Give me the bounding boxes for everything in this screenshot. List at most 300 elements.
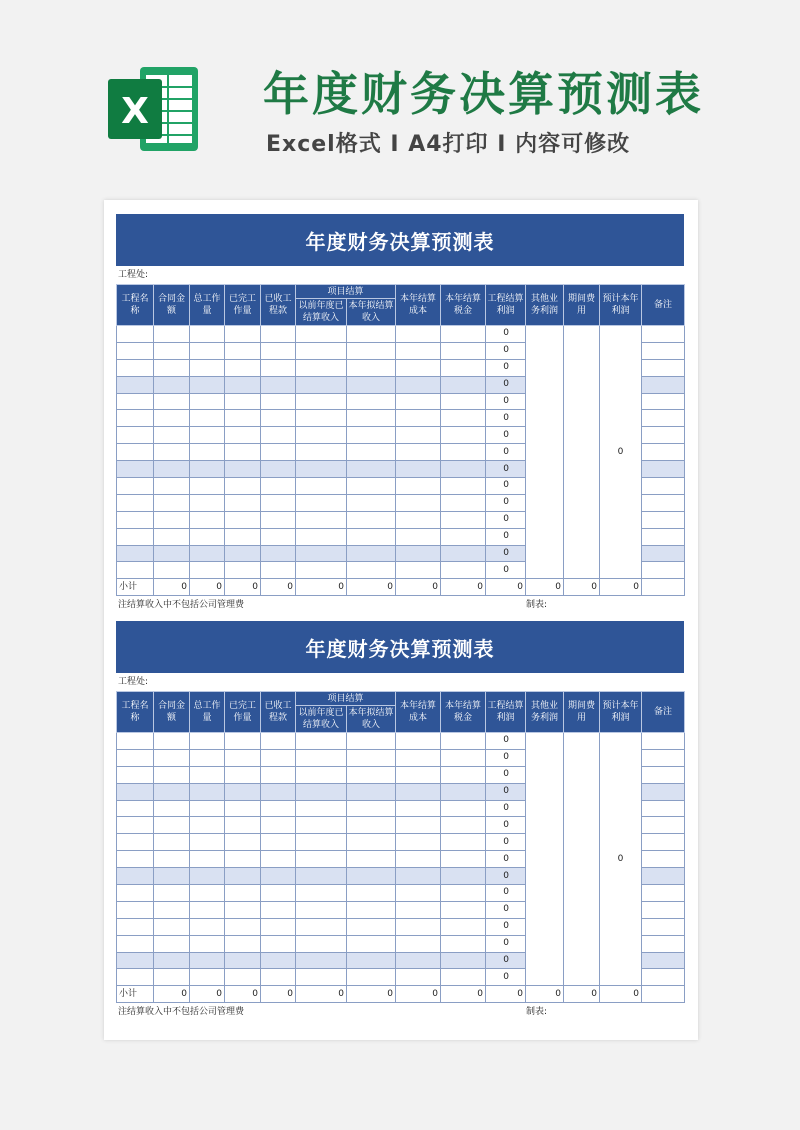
table-cell[interactable]	[396, 478, 441, 495]
table-cell[interactable]	[225, 733, 261, 750]
table-cell[interactable]	[190, 817, 225, 834]
table-cell[interactable]	[154, 733, 190, 750]
table-cell[interactable]	[296, 817, 347, 834]
table-cell[interactable]	[225, 359, 261, 376]
estimated-profit-cell[interactable]: 0	[600, 326, 642, 579]
profit-cell[interactable]: 0	[486, 511, 526, 528]
table-cell[interactable]	[117, 901, 154, 918]
table-cell[interactable]	[154, 851, 190, 868]
table-cell[interactable]	[225, 834, 261, 851]
table-cell[interactable]	[441, 359, 486, 376]
table-cell[interactable]	[225, 766, 261, 783]
remark-cell[interactable]	[642, 935, 685, 952]
table-cell[interactable]	[154, 800, 190, 817]
table-cell[interactable]	[396, 359, 441, 376]
profit-cell[interactable]: 0	[486, 528, 526, 545]
table-cell[interactable]	[225, 885, 261, 902]
table-cell[interactable]	[154, 952, 190, 969]
table-cell[interactable]	[261, 834, 296, 851]
remark-cell[interactable]	[642, 528, 685, 545]
table-cell[interactable]	[154, 342, 190, 359]
period-cost-cell[interactable]	[564, 733, 600, 986]
table-cell[interactable]	[441, 800, 486, 817]
table-cell[interactable]	[396, 868, 441, 885]
profit-cell[interactable]: 0	[486, 545, 526, 562]
remark-cell[interactable]	[642, 952, 685, 969]
table-cell[interactable]	[154, 359, 190, 376]
profit-cell[interactable]: 0	[486, 410, 526, 427]
table-cell[interactable]	[190, 562, 225, 579]
table-cell[interactable]	[154, 410, 190, 427]
table-cell[interactable]	[396, 562, 441, 579]
table-cell[interactable]	[190, 783, 225, 800]
other-profit-cell[interactable]	[526, 733, 564, 986]
table-cell[interactable]	[190, 410, 225, 427]
table-cell[interactable]	[441, 427, 486, 444]
table-cell[interactable]	[190, 494, 225, 511]
profit-cell[interactable]: 0	[486, 427, 526, 444]
remark-cell[interactable]	[642, 766, 685, 783]
table-cell[interactable]	[154, 427, 190, 444]
remark-cell[interactable]	[642, 885, 685, 902]
table-cell[interactable]	[441, 918, 486, 935]
table-cell[interactable]	[296, 766, 347, 783]
table-cell[interactable]	[441, 935, 486, 952]
table-cell[interactable]	[347, 545, 396, 562]
table-cell[interactable]	[225, 528, 261, 545]
table-cell[interactable]	[190, 359, 225, 376]
table-cell[interactable]	[117, 783, 154, 800]
table-cell[interactable]	[441, 461, 486, 478]
table-cell[interactable]	[261, 733, 296, 750]
table-cell[interactable]	[396, 410, 441, 427]
table-cell[interactable]	[396, 969, 441, 986]
table-cell[interactable]	[441, 511, 486, 528]
table-cell[interactable]	[441, 851, 486, 868]
table-cell[interactable]	[396, 885, 441, 902]
table-cell[interactable]	[190, 918, 225, 935]
table-cell[interactable]	[347, 562, 396, 579]
table-cell[interactable]	[441, 562, 486, 579]
remark-cell[interactable]	[642, 901, 685, 918]
table-cell[interactable]	[190, 393, 225, 410]
table-cell[interactable]	[117, 952, 154, 969]
table-cell[interactable]	[396, 427, 441, 444]
table-cell[interactable]	[117, 545, 154, 562]
table-cell[interactable]	[117, 444, 154, 461]
table-cell[interactable]	[117, 359, 154, 376]
table-cell[interactable]	[396, 766, 441, 783]
period-cost-cell[interactable]	[564, 326, 600, 579]
profit-cell[interactable]: 0	[486, 901, 526, 918]
table-cell[interactable]	[261, 969, 296, 986]
profit-cell[interactable]: 0	[486, 478, 526, 495]
table-cell[interactable]	[347, 478, 396, 495]
profit-cell[interactable]: 0	[486, 494, 526, 511]
table-cell[interactable]	[225, 901, 261, 918]
table-cell[interactable]	[261, 393, 296, 410]
table-cell[interactable]	[154, 817, 190, 834]
table-cell[interactable]	[441, 749, 486, 766]
table-cell[interactable]	[190, 427, 225, 444]
table-cell[interactable]	[347, 528, 396, 545]
table-cell[interactable]	[225, 868, 261, 885]
table-cell[interactable]	[154, 528, 190, 545]
remark-cell[interactable]	[642, 733, 685, 750]
table-cell[interactable]	[347, 733, 396, 750]
table-cell[interactable]	[117, 918, 154, 935]
remark-cell[interactable]	[642, 545, 685, 562]
table-cell[interactable]	[296, 969, 347, 986]
table-cell[interactable]	[441, 494, 486, 511]
table-cell[interactable]	[261, 749, 296, 766]
remark-cell[interactable]	[642, 749, 685, 766]
table-cell[interactable]	[154, 461, 190, 478]
table-cell[interactable]	[347, 766, 396, 783]
table-cell[interactable]	[117, 766, 154, 783]
table-cell[interactable]	[261, 885, 296, 902]
remark-cell[interactable]	[642, 444, 685, 461]
other-profit-cell[interactable]	[526, 326, 564, 579]
table-cell[interactable]	[347, 901, 396, 918]
table-cell[interactable]	[347, 817, 396, 834]
table-cell[interactable]	[261, 376, 296, 393]
table-cell[interactable]	[296, 935, 347, 952]
table-cell[interactable]	[261, 901, 296, 918]
profit-cell[interactable]: 0	[486, 562, 526, 579]
remark-cell[interactable]	[642, 783, 685, 800]
table-cell[interactable]	[117, 935, 154, 952]
table-cell[interactable]	[296, 461, 347, 478]
remark-cell[interactable]	[642, 851, 685, 868]
table-cell[interactable]	[347, 410, 396, 427]
table-cell[interactable]	[154, 749, 190, 766]
table-cell[interactable]	[154, 935, 190, 952]
table-cell[interactable]	[396, 901, 441, 918]
table-cell[interactable]	[441, 393, 486, 410]
table-cell[interactable]	[225, 444, 261, 461]
table-cell[interactable]	[117, 376, 154, 393]
table-cell[interactable]	[117, 885, 154, 902]
table-cell[interactable]	[441, 885, 486, 902]
table-cell[interactable]	[190, 800, 225, 817]
table-cell[interactable]	[296, 952, 347, 969]
table-cell[interactable]	[296, 918, 347, 935]
table-cell[interactable]	[225, 393, 261, 410]
remark-cell[interactable]	[642, 427, 685, 444]
remark-cell[interactable]	[642, 326, 685, 343]
table-cell[interactable]	[347, 969, 396, 986]
table-cell[interactable]	[441, 410, 486, 427]
table-cell[interactable]	[190, 952, 225, 969]
table-cell[interactable]	[296, 545, 347, 562]
table-cell[interactable]	[117, 562, 154, 579]
table-cell[interactable]	[190, 901, 225, 918]
table-cell[interactable]	[296, 851, 347, 868]
table-cell[interactable]	[347, 885, 396, 902]
table-cell[interactable]	[347, 359, 396, 376]
table-cell[interactable]	[396, 783, 441, 800]
table-cell[interactable]	[441, 545, 486, 562]
table-cell[interactable]	[261, 545, 296, 562]
table-cell[interactable]	[347, 749, 396, 766]
table-cell[interactable]	[190, 545, 225, 562]
table-cell[interactable]	[154, 918, 190, 935]
table-cell[interactable]	[261, 918, 296, 935]
table-cell[interactable]	[396, 817, 441, 834]
table-cell[interactable]	[261, 800, 296, 817]
profit-cell[interactable]: 0	[486, 461, 526, 478]
table-cell[interactable]	[347, 444, 396, 461]
table-cell[interactable]	[117, 749, 154, 766]
table-cell[interactable]	[154, 393, 190, 410]
table-cell[interactable]	[441, 478, 486, 495]
table-cell[interactable]	[154, 901, 190, 918]
table-cell[interactable]	[296, 376, 347, 393]
table-cell[interactable]	[347, 393, 396, 410]
table-cell[interactable]	[441, 868, 486, 885]
table-cell[interactable]	[154, 834, 190, 851]
table-cell[interactable]	[441, 901, 486, 918]
profit-cell[interactable]: 0	[486, 969, 526, 986]
table-cell[interactable]	[396, 800, 441, 817]
table-cell[interactable]	[296, 444, 347, 461]
table-cell[interactable]	[190, 444, 225, 461]
table-cell[interactable]	[261, 766, 296, 783]
table-cell[interactable]	[296, 885, 347, 902]
table-cell[interactable]	[261, 817, 296, 834]
table-cell[interactable]	[225, 511, 261, 528]
table-cell[interactable]	[441, 952, 486, 969]
table-cell[interactable]	[396, 461, 441, 478]
table-cell[interactable]	[261, 783, 296, 800]
profit-cell[interactable]: 0	[486, 885, 526, 902]
table-cell[interactable]	[225, 478, 261, 495]
table-cell[interactable]	[154, 376, 190, 393]
table-cell[interactable]	[117, 410, 154, 427]
profit-cell[interactable]: 0	[486, 342, 526, 359]
table-cell[interactable]	[347, 326, 396, 343]
table-cell[interactable]	[225, 410, 261, 427]
table-cell[interactable]	[154, 478, 190, 495]
remark-cell[interactable]	[642, 918, 685, 935]
table-cell[interactable]	[225, 851, 261, 868]
table-cell[interactable]	[396, 733, 441, 750]
table-cell[interactable]	[190, 733, 225, 750]
table-cell[interactable]	[396, 494, 441, 511]
table-cell[interactable]	[117, 969, 154, 986]
profit-cell[interactable]: 0	[486, 444, 526, 461]
table-cell[interactable]	[225, 918, 261, 935]
table-cell[interactable]	[441, 326, 486, 343]
table-cell[interactable]	[261, 359, 296, 376]
table-cell[interactable]	[347, 783, 396, 800]
table-cell[interactable]	[441, 528, 486, 545]
table-cell[interactable]	[296, 359, 347, 376]
table-cell[interactable]	[296, 800, 347, 817]
table-cell[interactable]	[396, 935, 441, 952]
table-cell[interactable]	[154, 868, 190, 885]
profit-cell[interactable]: 0	[486, 952, 526, 969]
remark-cell[interactable]	[642, 511, 685, 528]
table-cell[interactable]	[347, 800, 396, 817]
table-cell[interactable]	[117, 851, 154, 868]
table-cell[interactable]	[441, 817, 486, 834]
table-cell[interactable]	[225, 783, 261, 800]
table-cell[interactable]	[190, 935, 225, 952]
table-cell[interactable]	[225, 969, 261, 986]
table-cell[interactable]	[117, 834, 154, 851]
table-cell[interactable]	[190, 868, 225, 885]
table-cell[interactable]	[296, 427, 347, 444]
remark-cell[interactable]	[642, 817, 685, 834]
table-cell[interactable]	[296, 868, 347, 885]
table-cell[interactable]	[261, 427, 296, 444]
table-cell[interactable]	[117, 511, 154, 528]
table-cell[interactable]	[190, 342, 225, 359]
table-cell[interactable]	[117, 461, 154, 478]
table-cell[interactable]	[296, 749, 347, 766]
table-cell[interactable]	[261, 868, 296, 885]
profit-cell[interactable]: 0	[486, 783, 526, 800]
profit-cell[interactable]: 0	[486, 359, 526, 376]
table-cell[interactable]	[396, 851, 441, 868]
table-cell[interactable]	[296, 342, 347, 359]
table-cell[interactable]	[190, 511, 225, 528]
table-cell[interactable]	[396, 376, 441, 393]
remark-cell[interactable]	[642, 494, 685, 511]
table-cell[interactable]	[347, 342, 396, 359]
table-cell[interactable]	[190, 766, 225, 783]
table-cell[interactable]	[261, 410, 296, 427]
table-cell[interactable]	[225, 494, 261, 511]
table-cell[interactable]	[117, 868, 154, 885]
remark-cell[interactable]	[642, 800, 685, 817]
table-cell[interactable]	[190, 461, 225, 478]
table-cell[interactable]	[154, 444, 190, 461]
table-cell[interactable]	[396, 393, 441, 410]
table-cell[interactable]	[154, 494, 190, 511]
remark-cell[interactable]	[642, 868, 685, 885]
table-cell[interactable]	[261, 952, 296, 969]
profit-cell[interactable]: 0	[486, 800, 526, 817]
profit-cell[interactable]: 0	[486, 935, 526, 952]
profit-cell[interactable]: 0	[486, 733, 526, 750]
table-cell[interactable]	[347, 851, 396, 868]
table-cell[interactable]	[396, 834, 441, 851]
table-cell[interactable]	[225, 427, 261, 444]
table-cell[interactable]	[117, 427, 154, 444]
table-cell[interactable]	[261, 342, 296, 359]
table-cell[interactable]	[117, 494, 154, 511]
remark-cell[interactable]	[642, 834, 685, 851]
table-cell[interactable]	[225, 952, 261, 969]
profit-cell[interactable]: 0	[486, 326, 526, 343]
profit-cell[interactable]: 0	[486, 393, 526, 410]
table-cell[interactable]	[347, 494, 396, 511]
table-cell[interactable]	[347, 376, 396, 393]
table-cell[interactable]	[154, 783, 190, 800]
table-cell[interactable]	[190, 749, 225, 766]
table-cell[interactable]	[296, 494, 347, 511]
table-cell[interactable]	[296, 478, 347, 495]
table-cell[interactable]	[347, 952, 396, 969]
table-cell[interactable]	[396, 952, 441, 969]
table-cell[interactable]	[225, 376, 261, 393]
profit-cell[interactable]: 0	[486, 749, 526, 766]
table-cell[interactable]	[347, 918, 396, 935]
table-cell[interactable]	[225, 935, 261, 952]
table-cell[interactable]	[154, 511, 190, 528]
table-cell[interactable]	[117, 528, 154, 545]
table-cell[interactable]	[396, 528, 441, 545]
table-cell[interactable]	[347, 427, 396, 444]
table-cell[interactable]	[261, 478, 296, 495]
table-cell[interactable]	[441, 342, 486, 359]
table-cell[interactable]	[225, 800, 261, 817]
table-cell[interactable]	[261, 851, 296, 868]
table-cell[interactable]	[225, 461, 261, 478]
table-cell[interactable]	[154, 969, 190, 986]
table-cell[interactable]	[441, 733, 486, 750]
table-cell[interactable]	[347, 834, 396, 851]
profit-cell[interactable]: 0	[486, 851, 526, 868]
table-cell[interactable]	[225, 562, 261, 579]
table-cell[interactable]	[261, 444, 296, 461]
remark-cell[interactable]	[642, 342, 685, 359]
table-cell[interactable]	[296, 901, 347, 918]
table-cell[interactable]	[441, 376, 486, 393]
table-cell[interactable]	[347, 511, 396, 528]
table-cell[interactable]	[296, 733, 347, 750]
table-cell[interactable]	[261, 326, 296, 343]
remark-cell[interactable]	[642, 393, 685, 410]
profit-cell[interactable]: 0	[486, 817, 526, 834]
table-cell[interactable]	[225, 545, 261, 562]
table-cell[interactable]	[261, 935, 296, 952]
table-cell[interactable]	[296, 393, 347, 410]
table-cell[interactable]	[190, 528, 225, 545]
table-cell[interactable]	[117, 800, 154, 817]
table-cell[interactable]	[347, 461, 396, 478]
table-cell[interactable]	[261, 528, 296, 545]
table-cell[interactable]	[117, 478, 154, 495]
table-cell[interactable]	[154, 545, 190, 562]
table-cell[interactable]	[347, 868, 396, 885]
table-cell[interactable]	[296, 562, 347, 579]
remark-cell[interactable]	[642, 969, 685, 986]
table-cell[interactable]	[225, 749, 261, 766]
table-cell[interactable]	[225, 342, 261, 359]
table-cell[interactable]	[154, 766, 190, 783]
remark-cell[interactable]	[642, 562, 685, 579]
table-cell[interactable]	[117, 342, 154, 359]
table-cell[interactable]	[190, 969, 225, 986]
table-cell[interactable]	[117, 326, 154, 343]
profit-cell[interactable]: 0	[486, 918, 526, 935]
table-cell[interactable]	[441, 969, 486, 986]
table-cell[interactable]	[261, 461, 296, 478]
profit-cell[interactable]: 0	[486, 868, 526, 885]
table-cell[interactable]	[261, 511, 296, 528]
table-cell[interactable]	[396, 545, 441, 562]
table-cell[interactable]	[441, 766, 486, 783]
table-cell[interactable]	[441, 783, 486, 800]
remark-cell[interactable]	[642, 410, 685, 427]
table-cell[interactable]	[347, 935, 396, 952]
remark-cell[interactable]	[642, 359, 685, 376]
table-cell[interactable]	[190, 885, 225, 902]
